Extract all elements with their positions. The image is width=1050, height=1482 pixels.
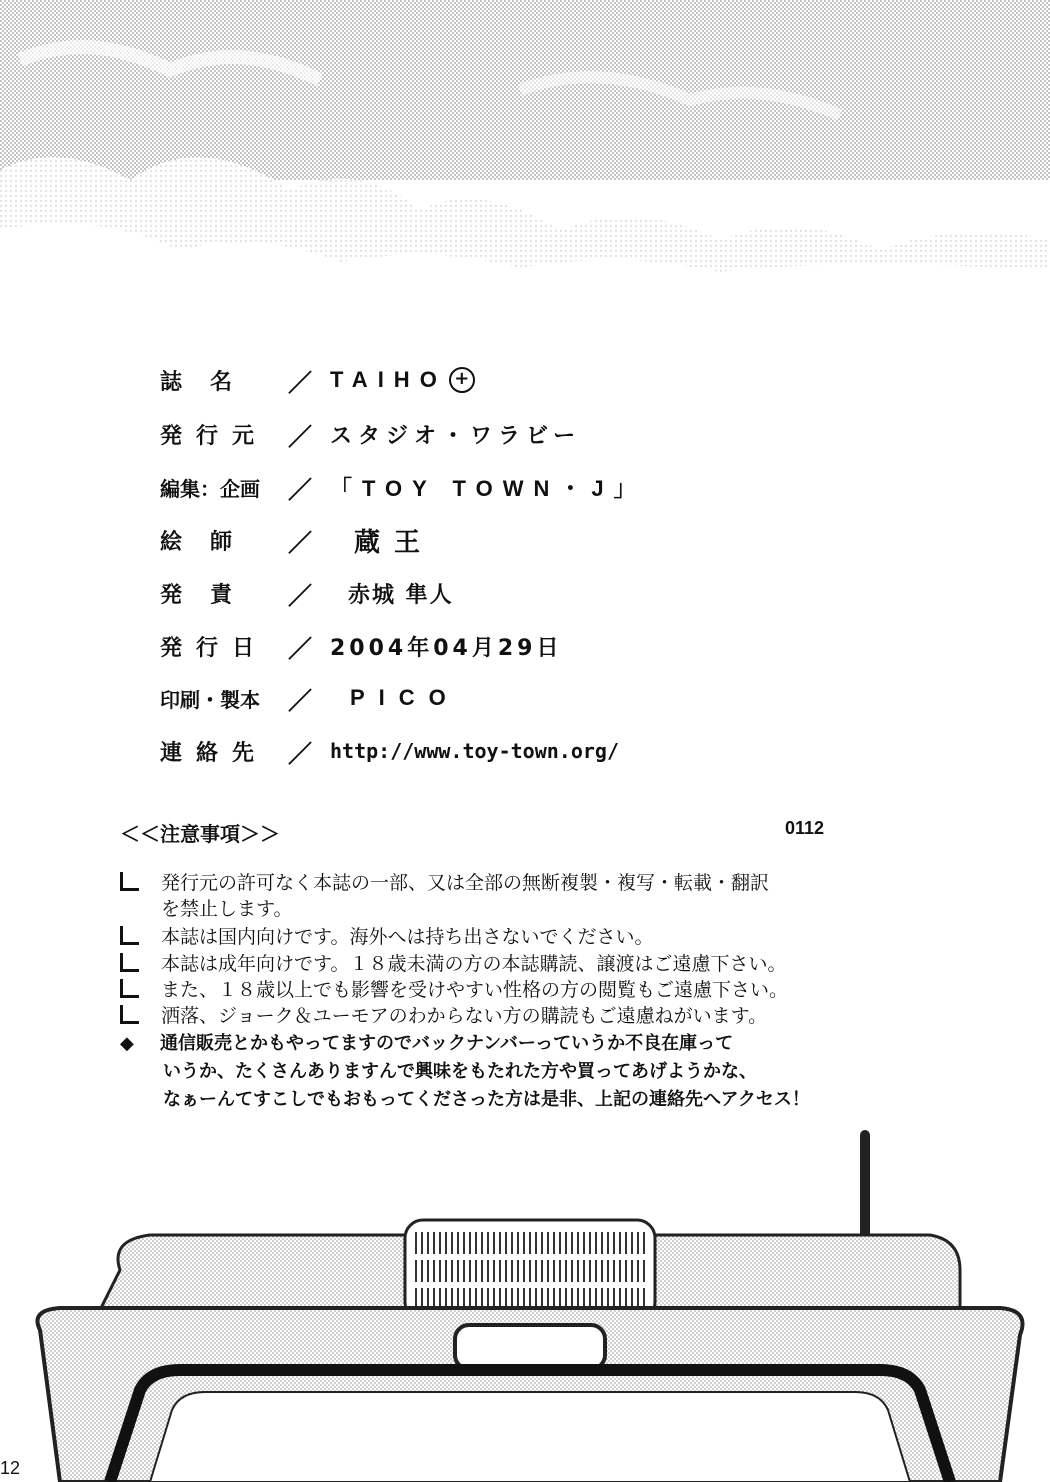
notice-text: 本誌は国内向けです。海外へは持ち出さないでください。 [161, 926, 654, 948]
notes-heading: ＜＜注意事項＞＞ [120, 822, 280, 846]
colophon-row-contact [160, 731, 619, 771]
page-number: 12 [0, 1458, 21, 1478]
colophon-separator: ／ [288, 422, 312, 451]
checkbox-bracket-icon [120, 872, 139, 891]
colophon-row-publisher [160, 414, 581, 454]
colophon-label: 連絡先 [160, 740, 269, 766]
notice-text: 発行元の許可なく本誌の一部、又は全部の無断複製・複写・転載・翻訳 [161, 872, 770, 894]
colophon-row-artist [160, 520, 434, 560]
colophon-separator: ／ [288, 739, 312, 768]
colophon-label: 印刷・製本 [160, 687, 260, 712]
colophon-row-responsible [160, 573, 454, 613]
notice-item [120, 977, 788, 1003]
notice-text: 洒落、ジョーク＆ユーモアのわからない方の購読もご遠慮ねがいます。 [161, 1005, 768, 1027]
colophon-separator: ／ [288, 528, 312, 557]
notes-code: 0112 [785, 818, 825, 838]
radio-illustration [0, 1120, 1050, 1482]
colophon-row-date [160, 626, 562, 666]
colophon-separator: ／ [288, 368, 312, 397]
colophon-row-editor [160, 467, 646, 507]
mail-order-promo [120, 1030, 810, 1114]
promo-text: いうか、たくさんありますんで興味をもたれた方や買ってあげようかな、 [163, 1061, 757, 1082]
colophon-value: 2004年04月29日 [330, 635, 563, 661]
colophon-label: 発責 [160, 582, 261, 608]
cube-bullet-icon: ◆ [120, 1033, 134, 1054]
colophon-value: スタジオ・ワラビー [330, 423, 582, 449]
colophon-separator: ／ [288, 686, 312, 715]
colophon-separator: ／ [288, 581, 312, 610]
contact-url: http://www.toy-town.org/ [330, 739, 619, 763]
colophon-separator: ／ [288, 634, 312, 663]
notice-item [120, 951, 786, 977]
promo-text: 通信販売とかもやってますのでバックナンバーっていうか不良在庫って [160, 1033, 734, 1054]
notice-text: また、１８歳以上でも影響を受けやすい性格の方の閲覧もご遠慮下さい。 [161, 979, 789, 1001]
colophon-value: 蔵王 [354, 527, 435, 558]
colophon-label: 誌名 [160, 369, 261, 395]
checkbox-bracket-icon [120, 979, 139, 998]
colophon-label: 発行日 [160, 635, 269, 661]
colophon-label: 発行元 [160, 423, 269, 449]
colophon-value: PICO [350, 685, 460, 710]
plus-logo-icon: + [449, 367, 475, 393]
cloud-sky-illustration [0, 0, 1050, 300]
notice-item [120, 924, 653, 950]
notice-item [120, 870, 769, 922]
notice-text-continued: を禁止します。 [161, 898, 293, 920]
colophon-row-printer [160, 678, 460, 718]
colophon-value: 「TOY TOWN・J」 [330, 475, 646, 501]
colophon-value: TAIHO [330, 367, 447, 392]
notice-text: 本誌は成年向けです。１８歳未満の方の本誌購読、譲渡はご遠慮下さい。 [161, 953, 787, 975]
colophon-separator: ／ [288, 475, 312, 504]
promo-text: なぁーんてすこしでもおもってくださった方は是非、上記の連絡先へアクセス！ [163, 1089, 810, 1110]
colophon-label: 編集：企画 [160, 476, 260, 501]
checkbox-bracket-icon [120, 926, 139, 945]
notice-item [120, 1003, 767, 1029]
colophon-row-title [160, 360, 475, 400]
checkbox-bracket-icon [120, 1005, 139, 1024]
colophon-value: 赤城 隼人 [348, 582, 454, 608]
colophon-label: 絵師 [160, 529, 261, 555]
checkbox-bracket-icon [120, 953, 139, 972]
